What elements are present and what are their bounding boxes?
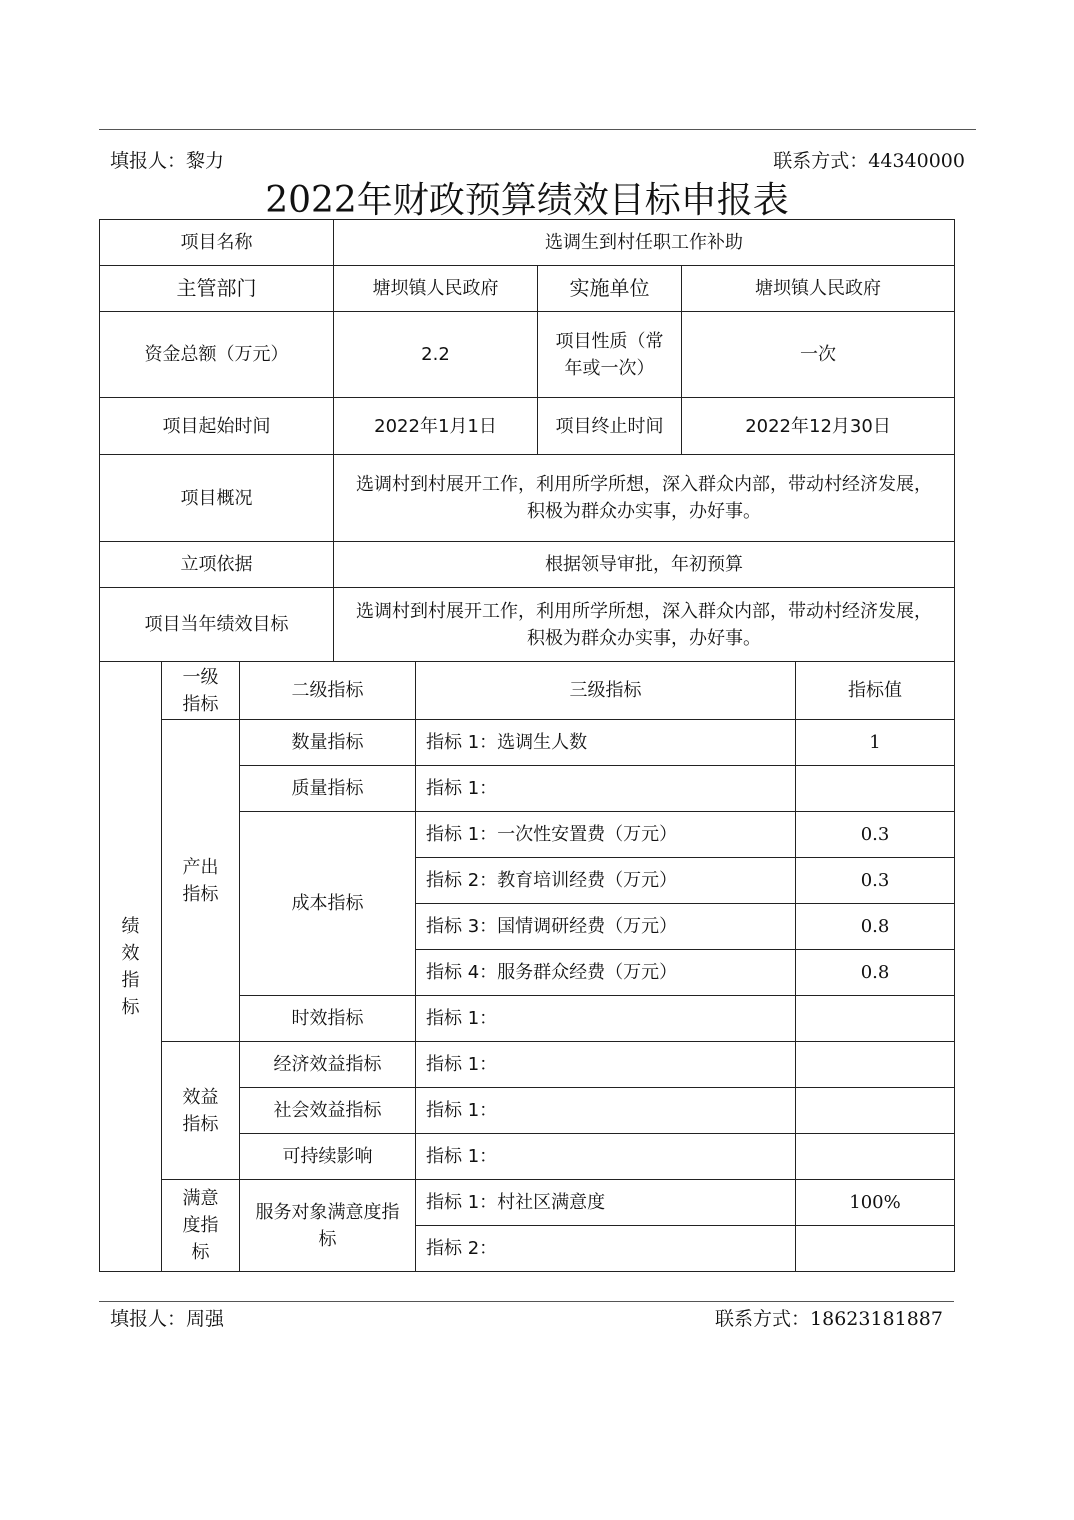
satisfaction-value-1: 100% [796, 1180, 955, 1226]
nature-value: 一次 [682, 312, 955, 398]
start-label: 项目起始时间 [100, 398, 334, 455]
benefit-indicator-label: 效益指标 [162, 1042, 240, 1180]
cost-value-3: 0.8 [796, 904, 955, 950]
project-name-label: 项目名称 [100, 220, 334, 266]
quality-label: 质量指标 [240, 766, 416, 812]
cost-label: 成本指标 [240, 812, 416, 996]
cost-item-2: 指标 2：教育培训经费（万元） [416, 858, 796, 904]
sustain-value [796, 1134, 955, 1180]
basis-value: 根据领导审批，年初预算 [334, 542, 955, 588]
timeliness-label: 时效指标 [240, 996, 416, 1042]
sustain-label: 可持续影响 [240, 1134, 416, 1180]
satisfaction-indicator-label: 满意度指标 [162, 1180, 240, 1272]
footer-filler: 填报人：周强 [110, 1308, 225, 1330]
end-label: 项目终止时间 [538, 398, 682, 455]
cost-value-4: 0.8 [796, 950, 955, 996]
nature-label: 项目性质（常年或一次） [538, 312, 682, 398]
sustain-item: 指标 1： [416, 1134, 796, 1180]
page-title: 2022年财政预算绩效目标申报表 [265, 180, 789, 221]
social-label: 社会效益指标 [240, 1088, 416, 1134]
col-level2-header: 二级指标 [240, 662, 416, 720]
satisfaction-item-1: 指标 1：村社区满意度 [416, 1180, 796, 1226]
header-filler: 填报人：黎力 [110, 150, 225, 172]
impl-label: 实施单位 [538, 266, 682, 312]
header-contact: 联系方式：44340000 [773, 150, 965, 172]
quality-item: 指标 1： [416, 766, 796, 812]
social-item: 指标 1： [416, 1088, 796, 1134]
timeliness-value [796, 996, 955, 1042]
col-value-header: 指标值 [796, 662, 955, 720]
top-rule [99, 129, 976, 130]
end-value: 2022年12月30日 [682, 398, 955, 455]
goal-label: 项目当年绩效目标 [100, 588, 334, 662]
bottom-rule [99, 1301, 954, 1302]
satisfaction-value-2 [796, 1226, 955, 1272]
service-satisfaction-label: 服务对象满意度指标 [240, 1180, 416, 1272]
basis-label: 立项依据 [100, 542, 334, 588]
col-level1-header: 一级指标 [162, 662, 240, 720]
economic-item: 指标 1： [416, 1042, 796, 1088]
quality-value [796, 766, 955, 812]
impl-value: 塘坝镇人民政府 [682, 266, 955, 312]
satisfaction-item-2: 指标 2： [416, 1226, 796, 1272]
footer-contact: 联系方式：18623181887 [715, 1308, 943, 1330]
cost-item-1: 指标 1：一次性安置费（万元） [416, 812, 796, 858]
economic-value [796, 1042, 955, 1088]
start-value: 2022年1月1日 [334, 398, 538, 455]
cost-value-1: 0.3 [796, 812, 955, 858]
quantity-value: 1 [796, 720, 955, 766]
project-name-value: 选调生到村任职工作补助 [334, 220, 955, 266]
funds-value: 2.2 [334, 312, 538, 398]
timeliness-item: 指标 1： [416, 996, 796, 1042]
performance-indicators-label: 绩效指标 [100, 662, 162, 1272]
goal-value: 选调村到村展开工作，利用所学所想，深入群众内部，带动村经济发展，积极为群众办实事，办好事。 [334, 588, 955, 662]
quantity-item: 指标 1：选调生人数 [416, 720, 796, 766]
budget-form-table [99, 219, 955, 1272]
cost-value-2: 0.3 [796, 858, 955, 904]
cost-item-4: 指标 4：服务群众经费（万元） [416, 950, 796, 996]
overview-label: 项目概况 [100, 455, 334, 542]
output-indicator-label: 产出指标 [162, 720, 240, 1042]
col-level3-header: 三级指标 [416, 662, 796, 720]
social-value [796, 1088, 955, 1134]
dept-value: 塘坝镇人民政府 [334, 266, 538, 312]
economic-label: 经济效益指标 [240, 1042, 416, 1088]
cost-item-3: 指标 3：国情调研经费（万元） [416, 904, 796, 950]
dept-label: 主管部门 [100, 266, 334, 312]
funds-label: 资金总额（万元） [100, 312, 334, 398]
overview-value: 选调村到村展开工作，利用所学所想，深入群众内部，带动村经济发展，积极为群众办实事，办好事。 [334, 455, 955, 542]
quantity-label: 数量指标 [240, 720, 416, 766]
